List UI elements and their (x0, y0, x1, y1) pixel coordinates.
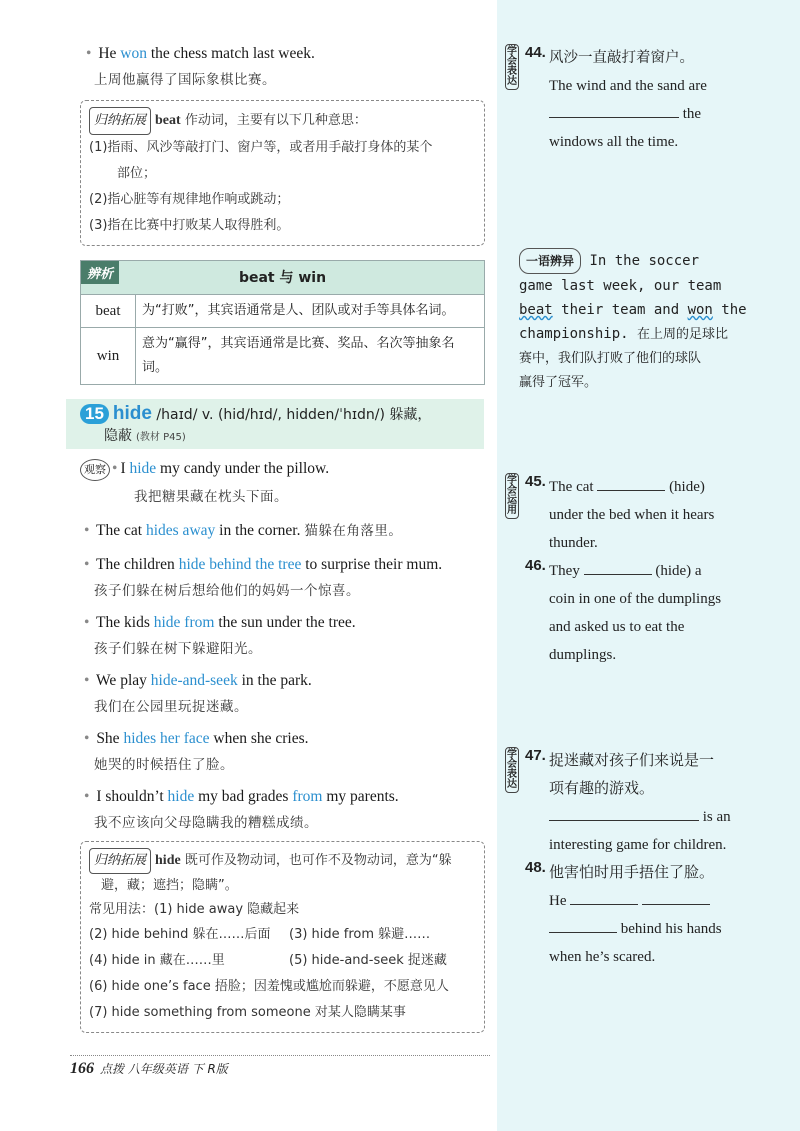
question-46: 46. They (hide) a coin in one of the dumplings and asked us to eat the dumplings. (525, 557, 722, 663)
analysis-row: beat 为“打败”，其宾语通常是人、团队或对手等具体名词。 (81, 295, 484, 328)
example-item: • The kids hide from the sun under the tree. (84, 613, 485, 633)
answer-blank[interactable] (549, 917, 617, 933)
example-item: • The cat hides away in the corner. 猫躲在角落里。 (84, 521, 485, 541)
left-column (80, 44, 485, 1033)
observe-tag: 观察 (80, 459, 110, 481)
entry-number: 15 (80, 404, 109, 424)
beat-expansion-box: 归纳拓展 beat 作动词，主要有以下几种意思： (1)指雨、风沙等敲打门、窗户等，或者用手敲打身体的某个 部位； (2)指心脏等有规律地作响或跳动； (3)指在比赛中打败某人取得胜利。 (80, 100, 485, 246)
example-item: • We play hide-and-seek in the park. (84, 671, 485, 691)
tip-header: 一语辨异 (519, 248, 581, 274)
hide-expansion-box: 归纳拓展 hide 既可作及物动词，也可作不及物动词，意为“躲 避，藏；遮挡；隐瞒”。 常见用法：(1) hide away 隐藏起来 (2) hide behind 躲在……后面 (3) hide from 躲避…… (4) hide in 藏在……里 (5) hide-and-seek 捉迷藏 (6) hide one’s face 捂脸；因羞愧或尴尬而躲避，不愿意见人 (7) hide something from someone 对某人隐瞒某事 (80, 841, 485, 1033)
beat-line-3: (3)指在比赛中打败某人取得胜利。 (89, 218, 290, 233)
answer-blank[interactable] (549, 102, 679, 118)
entry-hide-header: 15 hide /haɪd/ v. (hid/hɪd/, hidden/ˈhɪdn/) 躲藏， 隐蔽 (教材 P45) (66, 399, 484, 449)
beat-win-analysis (80, 260, 485, 385)
example-won-zh: 上周他赢得了国际象棋比赛。 (94, 72, 276, 88)
answer-blank[interactable] (570, 889, 638, 905)
question-44: 学会表达 44. 风沙一直敲打着窗户。 The wind and the sand are the windows all the time. (507, 44, 707, 150)
question-type-label: 学会表达 (505, 747, 519, 793)
question-45: 学会运用 45. The cat (hide) under the bed when it hears thunder. (507, 473, 715, 551)
example-item: 观察• I hide my candy under the pillow. (80, 459, 485, 481)
right-column (505, 44, 790, 971)
page-number: 166 (70, 1060, 94, 1077)
expansion-tag: 归纳拓展 (89, 107, 151, 135)
question-47: 学会表达 47. 捉迷藏对孩子们来说是一 项有趣的游戏。 is an interesting game for children. (507, 747, 731, 853)
headword: hide (112, 403, 152, 424)
answer-blank[interactable] (549, 805, 699, 821)
example-item: • She hides her face when she cries. (84, 729, 485, 749)
analysis-title: beat 与 win (238, 270, 327, 286)
question-type-label: 学会表达 (505, 44, 519, 90)
answer-blank[interactable] (597, 475, 665, 491)
beat-line-1: (1)指雨、风沙等敲打门、窗户等，或者用手敲打身体的某个 (89, 140, 433, 155)
analysis-badge: 辨析 (81, 261, 119, 284)
beat-line-2: (2)指心脏等有规律地作响或跳动； (89, 192, 290, 207)
example-item: • The children hide behind the tree to surprise their mum. (84, 555, 485, 575)
example-item: • I shouldn’t hide my bad grades from my parents. (84, 787, 485, 807)
question-type-label: 学会运用 (505, 473, 519, 519)
hide-examples: 观察• I hide my candy under the pillow. 我把糖果藏在枕头下面。 • The cat hides away in the corner. 猫躲在角落里。 • The children hide behind the tree to surprise their mum. 孩子们躲在树后想给他们的妈妈一个惊喜。 • The kids hide from the sun under the tree. 孩子们躲在树下躲避阳光。 • We play hide-and-seek in the park. 我们在公园里玩捉迷藏。 • She hides her face when she cries. 她哭的时候捂住了脸。 • I shouldn’t hide my bad grades from my parents. 我不应该向父母隐瞒我的糟糕成绩。 (80, 459, 485, 833)
analysis-header (81, 261, 484, 295)
answer-blank[interactable] (642, 889, 710, 905)
distinguish-tip: 一语辨异 In the soccer game last week, our team beat their team and won the championship. 在上周的足球比 赛中，我们队打败了他们的球队 赢得了冠军。 (505, 248, 790, 395)
question-48: 48. 他害怕时用手捂住了脸。 He behind his hands when he’s scared. (525, 859, 722, 965)
example-won: • He won the chess match last week. (86, 44, 485, 64)
page-footer (70, 1055, 490, 1078)
expansion-tag: 归纳拓展 (89, 848, 151, 874)
analysis-row: win 意为“赢得”，其宾语通常是比赛、奖品、名次等抽象名词。 (81, 328, 484, 384)
answer-blank[interactable] (584, 559, 652, 575)
beat-line-1b: 部位； (117, 166, 157, 181)
book-title: 点拨 八年级英语 下 R版 (100, 1062, 228, 1076)
